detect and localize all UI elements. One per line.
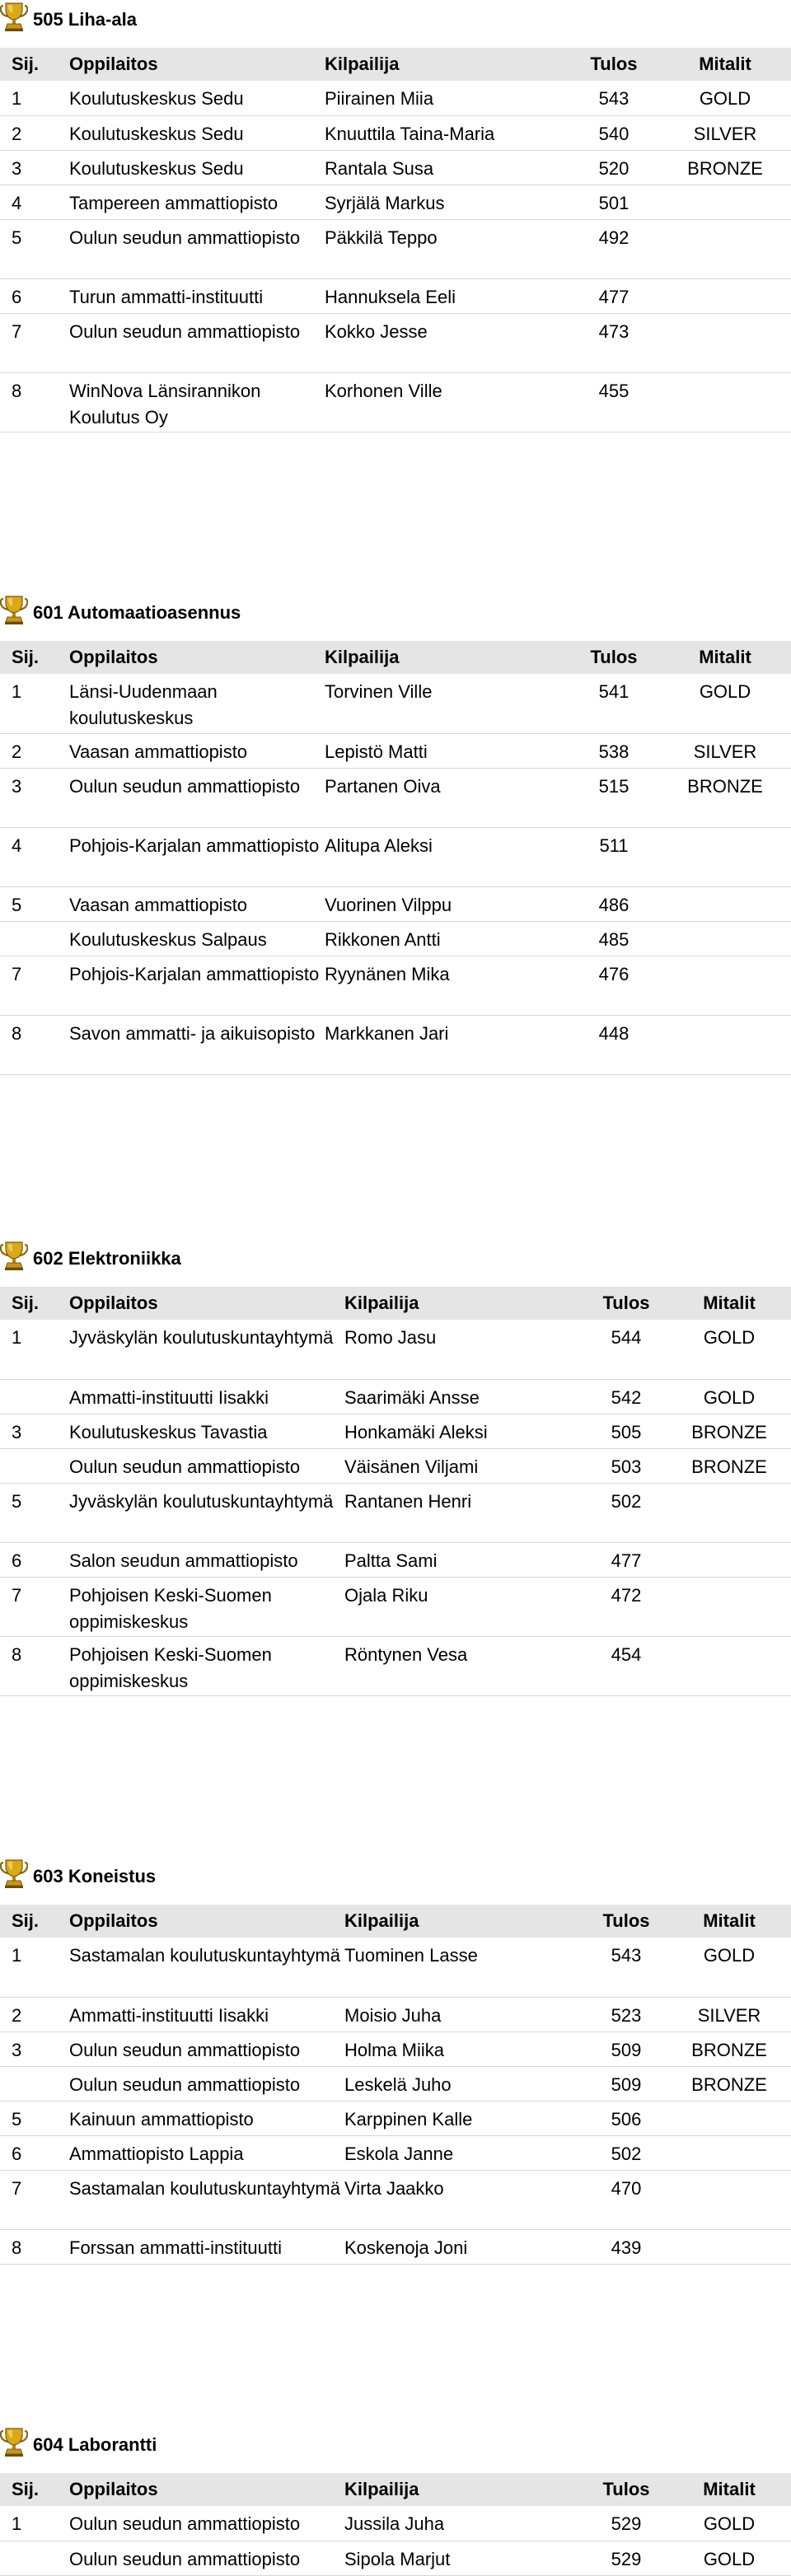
medal-cell [659, 827, 791, 886]
competitor-cell: Lepistö Matti [325, 741, 428, 762]
score-cell: 529 [611, 2513, 642, 2534]
medal-cell [667, 2170, 791, 2229]
score-cell: 477 [598, 286, 630, 307]
position-cell: 6 [12, 286, 22, 307]
competitor-cell: Honkamäki Aleksi [344, 1421, 488, 1442]
competitor-cell: Piirainen Miia [325, 88, 434, 109]
medal-cell [667, 2135, 791, 2170]
table-row [0, 956, 791, 1015]
score-cell: 543 [598, 88, 630, 109]
school-cell: Koulutuskeskus Sedu [69, 157, 244, 179]
position-cell: 5 [12, 227, 22, 248]
score-cell: 492 [598, 227, 630, 248]
position-cell: 6 [12, 2143, 22, 2164]
score-cell: 540 [598, 123, 630, 144]
position-cell: 1 [12, 681, 22, 702]
school-cell: Oulun seudun ammattiopisto [69, 775, 301, 797]
school-cell: Vaasan ammattiopisto [69, 894, 248, 915]
medal-cell: GOLD [703, 2548, 756, 2569]
competitor-cell: Koskenoja Joni [344, 2237, 468, 2258]
table-header-row [0, 2473, 791, 2506]
medal-cell: SILVER [693, 123, 757, 144]
school-cell: Oulun seudun ammattiopisto [69, 2073, 301, 2095]
score-cell: 511 [599, 835, 629, 856]
column-header: Mitalit [699, 647, 751, 667]
competitor-cell: Päkkilä Teppo [325, 227, 438, 248]
competitor-cell: Rikkonen Antti [325, 928, 441, 950]
column-header: Oppilaitos [69, 2479, 158, 2499]
school-cell: Koulutuskeskus Salpaus [69, 928, 267, 950]
score-cell: 542 [611, 1386, 642, 1408]
competitor-cell: Kokko Jesse [325, 320, 428, 342]
table-row [0, 278, 791, 313]
trophy-icon [0, 2427, 28, 2457]
table-row [0, 2229, 791, 2264]
score-cell: 520 [598, 157, 630, 179]
table-row [0, 2135, 791, 2170]
score-cell: 502 [611, 1490, 642, 1512]
medal-cell: BRONZE [691, 2073, 767, 2095]
medal-cell: BRONZE [691, 2039, 767, 2060]
competitor-cell: Leskelä Juho [344, 2073, 452, 2095]
score-cell: 502 [611, 2143, 642, 2164]
table-row [0, 1320, 791, 1379]
position-cell: 7 [12, 320, 22, 342]
score-cell: 439 [611, 2237, 642, 2258]
results-table [0, 1287, 791, 1696]
table-row [0, 2541, 791, 2575]
position-cell [0, 2541, 69, 2575]
table-row [0, 1636, 791, 1695]
position-cell: 7 [12, 963, 22, 984]
position-cell: 1 [12, 1945, 22, 1966]
column-header: Oppilaitos [69, 647, 158, 667]
score-cell: 505 [611, 1421, 642, 1442]
position-cell: 8 [12, 380, 22, 401]
position-cell: 3 [12, 157, 22, 179]
school-cell: Vaasan ammattiopisto [69, 741, 248, 762]
column-header: Mitalit [703, 2479, 756, 2499]
competitor-cell: Röntynen Vesa [344, 1643, 468, 1665]
position-cell [0, 1448, 69, 1483]
score-cell: 523 [611, 2004, 642, 2026]
competitor-cell: Holma Miika [344, 2039, 445, 2060]
table-row [0, 313, 791, 372]
position-cell: 3 [12, 2039, 22, 2060]
position-cell [0, 1379, 69, 1414]
medal-cell: BRONZE [687, 157, 763, 179]
competitor-cell: Syrjälä Markus [325, 192, 445, 213]
score-cell: 515 [598, 775, 630, 797]
medal-cell: BRONZE [687, 775, 763, 797]
competitor-cell: Paltta Sami [344, 1550, 438, 1571]
school-cell: Oulun seudun ammattiopisto [69, 320, 301, 342]
column-header: Tulos [602, 1293, 650, 1313]
medal-cell: GOLD [699, 681, 751, 702]
medal-cell: GOLD [703, 1327, 756, 1348]
competitor-cell: Jussila Juha [344, 2513, 445, 2534]
competitor-cell: Väisänen Viljami [344, 1456, 479, 1477]
score-cell: 476 [598, 963, 630, 984]
column-header: Sij. [12, 2479, 40, 2499]
medal-cell: BRONZE [691, 1421, 767, 1442]
score-cell: 455 [598, 380, 630, 401]
medal-cell: GOLD [703, 1386, 756, 1408]
results-table [0, 1905, 791, 2265]
school-cell: Jyväskylän koulutuskuntayhtymä [69, 1327, 334, 1348]
score-cell: 486 [598, 894, 630, 915]
position-cell [0, 2066, 69, 2101]
column-header: Sij. [12, 1910, 40, 1931]
school-cell: Pohjoisen Keski-Suomen oppimiskeskus [69, 1584, 272, 1632]
position-cell: 1 [12, 2513, 22, 2534]
table-row [0, 1379, 791, 1414]
score-cell: 477 [611, 1550, 642, 1571]
school-cell: Ammatti-instituutti Iisakki [69, 1386, 269, 1408]
score-cell: 472 [611, 1584, 642, 1606]
table-row [0, 219, 791, 278]
position-cell: 2 [12, 123, 22, 144]
section-header [0, 2425, 791, 2461]
column-header: Kilpailija [344, 1910, 419, 1931]
table-row [0, 1997, 791, 2031]
school-cell: Länsi-Uudenmaan koulutuskeskus [69, 681, 218, 728]
table-row [0, 733, 791, 768]
trophy-icon [0, 1241, 28, 1270]
score-cell: 485 [598, 928, 630, 950]
table-header-row [0, 48, 791, 81]
column-header: Kilpailija [325, 54, 400, 74]
competitor-cell: Korhonen Ville [325, 380, 442, 401]
column-header: Sij. [12, 647, 40, 667]
score-cell: 501 [598, 192, 630, 213]
column-header: Kilpailija [344, 2479, 419, 2499]
section-header [0, 0, 791, 36]
medal-cell [667, 1636, 791, 1695]
medal-cell [659, 313, 791, 372]
results-table [0, 641, 791, 1075]
competitor-cell: Tuominen Lasse [344, 1945, 478, 1966]
column-header: Tulos [590, 647, 638, 667]
column-header: Mitalit [699, 54, 751, 74]
score-cell: 470 [611, 2177, 642, 2199]
competitor-cell: Knuuttila Taina-Maria [325, 123, 495, 144]
column-header: Oppilaitos [69, 1910, 158, 1931]
column-header: Tulos [602, 1910, 650, 1931]
column-header: Tulos [602, 2479, 650, 2499]
column-header: Kilpailija [325, 647, 400, 667]
position-cell: 5 [12, 1490, 22, 1512]
position-cell: 1 [12, 88, 22, 109]
score-cell: 543 [611, 1945, 642, 1966]
competitor-cell: Hannuksela Eeli [325, 286, 456, 307]
medal-cell [659, 185, 791, 219]
trophy-icon [0, 1858, 28, 1888]
position-cell: 5 [12, 2108, 22, 2130]
position-cell: 7 [12, 1584, 22, 1606]
competitor-cell: Markkanen Jari [325, 1022, 449, 1044]
column-header: Oppilaitos [69, 54, 158, 74]
school-cell: Oulun seudun ammattiopisto [69, 1456, 301, 1477]
score-cell: 448 [598, 1022, 630, 1044]
position-cell: 3 [12, 1421, 22, 1442]
section-header [0, 1239, 791, 1275]
table-row [0, 1414, 791, 1448]
medal-cell [659, 278, 791, 313]
score-cell: 506 [611, 2108, 642, 2130]
medal-cell: GOLD [703, 1945, 756, 1966]
table-row [0, 2506, 791, 2541]
score-cell: 529 [611, 2548, 642, 2569]
table-row [0, 1577, 791, 1636]
table-row [0, 115, 791, 150]
table-header-row [0, 641, 791, 674]
table-row [0, 827, 791, 886]
competitor-cell: Alitupa Aleksi [325, 835, 433, 856]
school-cell: Oulun seudun ammattiopisto [69, 2548, 301, 2569]
medal-cell: GOLD [703, 2513, 756, 2534]
trophy-icon [0, 595, 28, 624]
table-row [0, 1015, 791, 1074]
school-cell: Pohjois-Karjalan ammattiopisto [69, 963, 320, 984]
position-cell: 8 [12, 2237, 22, 2258]
section-title: 505 Liha-ala [33, 9, 137, 30]
table-row [0, 81, 791, 115]
column-header: Oppilaitos [69, 1293, 158, 1313]
school-cell: Pohjois-Karjalan ammattiopisto [69, 835, 320, 856]
competitor-cell: Sipola Marjut [344, 2548, 451, 2569]
column-header: Sij. [12, 1293, 40, 1313]
medal-cell: GOLD [699, 88, 751, 109]
medal-cell [667, 2101, 791, 2135]
column-header: Kilpailija [344, 1293, 419, 1313]
section-title: 601 Automaatioasennus [33, 602, 241, 623]
score-cell: 503 [611, 1456, 642, 1477]
school-cell: Turun ammatti-instituutti [69, 286, 264, 307]
competitor-cell: Eskola Janne [344, 2143, 454, 2164]
section-title: 602 Elektroniikka [33, 1248, 181, 1269]
school-cell: Pohjoisen Keski-Suomen oppimiskeskus [69, 1643, 272, 1691]
table-header-row [0, 1905, 791, 1938]
competitor-cell: Moisio Juha [344, 2004, 442, 2026]
table-row [0, 150, 791, 185]
medal-cell [667, 2229, 791, 2264]
competitor-cell: Saarimäki Ansse [344, 1386, 480, 1408]
school-cell: Oulun seudun ammattiopisto [69, 227, 301, 248]
score-cell: 541 [598, 681, 630, 702]
school-cell: Salon seudun ammattiopisto [69, 1550, 298, 1571]
school-cell: Tampereen ammattiopisto [69, 192, 278, 213]
score-cell: 538 [598, 741, 630, 762]
position-cell: 3 [12, 775, 22, 797]
position-cell: 6 [12, 1550, 22, 1571]
medal-cell [659, 956, 791, 1015]
competitor-cell: Ryynänen Mika [325, 963, 450, 984]
table-row [0, 1938, 791, 1997]
school-cell: Jyväskylän koulutuskuntayhtymä [69, 1490, 334, 1512]
medal-cell [659, 921, 791, 956]
column-header: Mitalit [703, 1910, 756, 1931]
school-cell: Koulutuskeskus Sedu [69, 123, 244, 144]
table-row [0, 2170, 791, 2229]
competitor-cell: Torvinen Ville [325, 681, 433, 702]
section-title: 604 Laborantti [33, 2434, 157, 2455]
score-cell: 509 [611, 2073, 642, 2095]
table-row [0, 1448, 791, 1483]
table-row [0, 185, 791, 219]
score-cell: 473 [598, 320, 630, 342]
score-cell: 454 [611, 1643, 642, 1665]
school-cell: Ammatti-instituutti Iisakki [69, 2004, 269, 2026]
school-cell: WinNova Länsirannikon Koulutus Oy [69, 380, 261, 428]
position-cell: 4 [12, 192, 22, 213]
table-row [0, 886, 791, 921]
medal-cell: SILVER [693, 741, 757, 762]
medal-cell: SILVER [697, 2004, 761, 2026]
medal-cell [667, 1483, 791, 1542]
table-row [0, 1542, 791, 1577]
medal-cell [667, 1577, 791, 1636]
section-title: 603 Koneistus [33, 1866, 157, 1886]
school-cell: Forssan ammatti-instituutti [69, 2237, 282, 2258]
position-cell: 7 [12, 2177, 22, 2199]
results-table [0, 2473, 791, 2576]
competitor-cell: Romo Jasu [344, 1327, 437, 1348]
medal-cell [667, 1542, 791, 1577]
trophy-icon [0, 2, 28, 31]
medal-cell [659, 886, 791, 921]
school-cell: Savon ammatti- ja aikuisopisto [69, 1022, 316, 1044]
position-cell: 1 [12, 1327, 22, 1348]
competitor-cell: Partanen Oiva [325, 775, 441, 797]
medal-cell: BRONZE [691, 1456, 767, 1477]
competitor-cell: Ojala Riku [344, 1584, 428, 1606]
score-cell: 509 [611, 2039, 642, 2060]
position-cell: 2 [12, 2004, 22, 2026]
school-cell: Oulun seudun ammattiopisto [69, 2039, 301, 2060]
position-cell: 4 [12, 835, 22, 856]
position-cell: 2 [12, 741, 22, 762]
competitor-cell: Virta Jaakko [344, 2177, 444, 2199]
table-row [0, 2031, 791, 2066]
school-cell: Sastamalan koulutuskuntayhtymä [69, 1945, 340, 1966]
school-cell: Oulun seudun ammattiopisto [69, 2513, 301, 2534]
school-cell: Koulutuskeskus Sedu [69, 88, 244, 109]
results-table [0, 48, 791, 432]
competitor-cell: Vuorinen Vilppu [325, 894, 452, 915]
position-cell: 8 [12, 1643, 22, 1665]
table-row [0, 372, 791, 432]
section-header [0, 593, 791, 629]
school-cell: Koulutuskeskus Tavastia [69, 1421, 268, 1442]
column-header: Tulos [590, 54, 638, 74]
medal-cell [659, 1015, 791, 1074]
position-cell: 8 [12, 1022, 22, 1044]
table-row [0, 921, 791, 956]
school-cell: Kainuun ammattiopisto [69, 2108, 254, 2130]
school-cell: Ammattiopisto Lappia [69, 2143, 244, 2164]
table-row [0, 2066, 791, 2101]
competitor-cell: Rantanen Henri [344, 1490, 472, 1512]
competitor-cell: Rantala Susa [325, 157, 434, 179]
column-header: Sij. [12, 54, 40, 74]
column-header: Mitalit [703, 1293, 756, 1313]
section-header [0, 1857, 791, 1893]
school-cell: Sastamalan koulutuskuntayhtymä [69, 2177, 340, 2199]
table-header-row [0, 1287, 791, 1320]
table-row [0, 2101, 791, 2135]
medal-cell [659, 219, 791, 278]
competitor-cell: Karppinen Kalle [344, 2108, 473, 2130]
medal-cell [659, 372, 791, 432]
score-cell: 544 [611, 1327, 642, 1348]
table-row [0, 1483, 791, 1542]
table-row [0, 768, 791, 827]
position-cell [0, 921, 69, 956]
table-row [0, 674, 791, 733]
position-cell: 5 [12, 894, 22, 915]
